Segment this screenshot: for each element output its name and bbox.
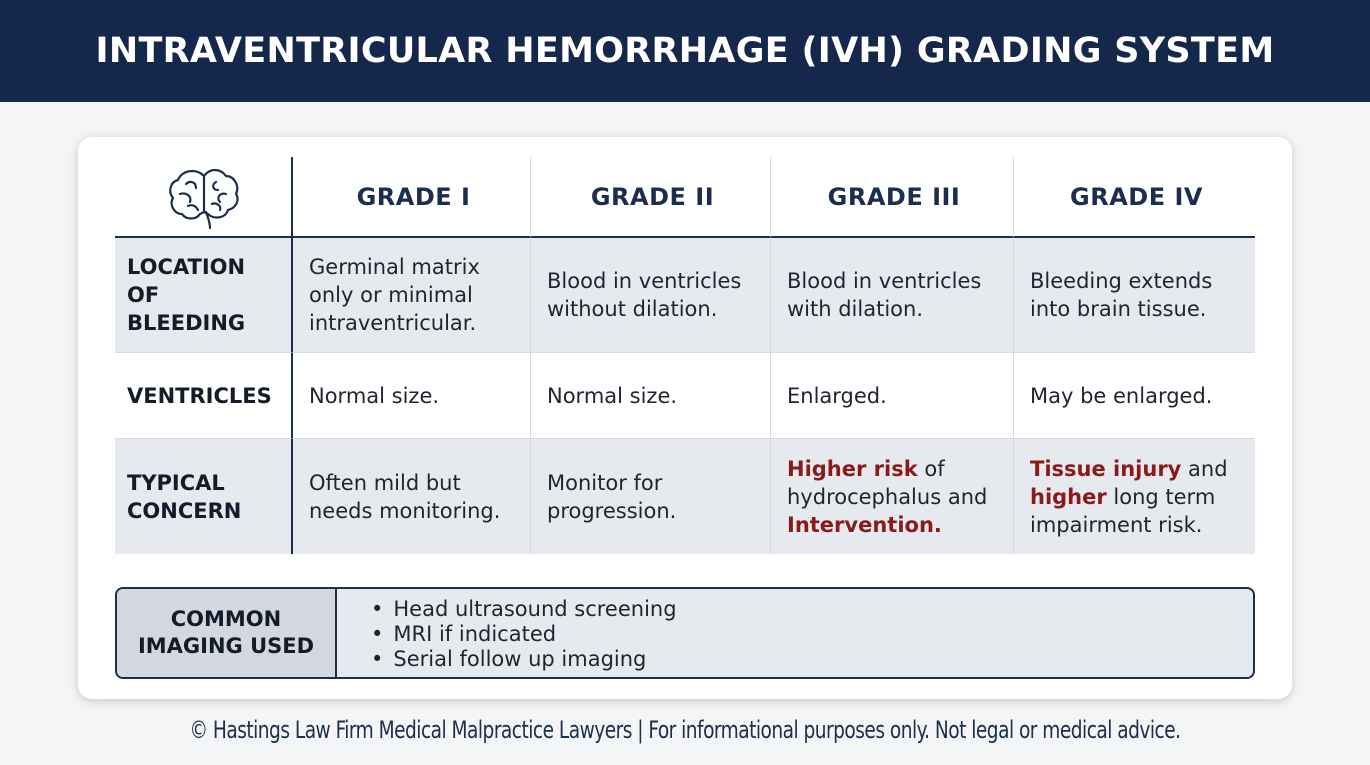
table-cell: Blood in ventricles with dilation. [771, 238, 1014, 353]
highlight-text: Tissue injury [1030, 456, 1182, 481]
grade-header: GRADE III [771, 157, 1014, 238]
grade-header: GRADE I [293, 157, 531, 238]
imaging-label: COMMON IMAGING USED [117, 589, 337, 677]
table-cell: May be enlarged. [1014, 353, 1255, 439]
title-bar [0, 0, 1370, 102]
table-cell: Monitor for progression. [531, 439, 771, 554]
table-cell: Germinal matrix only or minimal intraventricular. [293, 238, 531, 353]
imaging-item: • MRI if indicated [371, 622, 677, 647]
table-cell: Enlarged. [771, 353, 1014, 439]
table-cell: Blood in ventricles without dilation. [531, 238, 771, 353]
imaging-panel [115, 587, 1255, 679]
highlight-text: higher [1030, 484, 1107, 509]
row-label: LOCATION OF BLEEDING [115, 238, 293, 353]
row-label: VENTRICLES [115, 353, 293, 439]
cell-text-segment: long term impairment risk. [1030, 484, 1216, 537]
imaging-item: • Head ultrasound screening [371, 597, 677, 622]
table-cell: Bleeding extends into brain tissue. [1014, 238, 1255, 353]
highlight-text: Higher risk [787, 456, 918, 481]
imaging-list [337, 589, 677, 677]
table-cell [771, 439, 1014, 554]
row-label: TYPICAL CONCERN [115, 439, 293, 554]
grade-header: GRADE IV [1014, 157, 1255, 238]
table-cell: Normal size. [531, 353, 771, 439]
grade-header: GRADE II [531, 157, 771, 238]
footer-disclaimer: © Hastings Law Firm Medical Malpractice Lawyers | For informational purposes only. Not legal or medical advice. [189, 716, 1181, 744]
highlight-text: Intervention. [787, 512, 942, 537]
page-title: INTRAVENTRICULAR HEMORRHAGE (IVH) GRADING SYSTEM [95, 31, 1275, 71]
table-cell: Normal size. [293, 353, 531, 439]
cell-text-segment: of hydrocephalus and [787, 456, 988, 509]
imaging-item: • Serial follow up imaging [371, 647, 677, 672]
grading-table [115, 157, 1255, 554]
brain-icon-cell [115, 157, 293, 238]
cell-text [1030, 455, 1243, 539]
table-cell [1014, 439, 1255, 554]
table-cell: Often mild but needs monitoring. [293, 439, 531, 554]
cell-text-segment: and [1181, 456, 1228, 481]
brain-icon [166, 164, 244, 230]
cell-text [787, 455, 1001, 539]
